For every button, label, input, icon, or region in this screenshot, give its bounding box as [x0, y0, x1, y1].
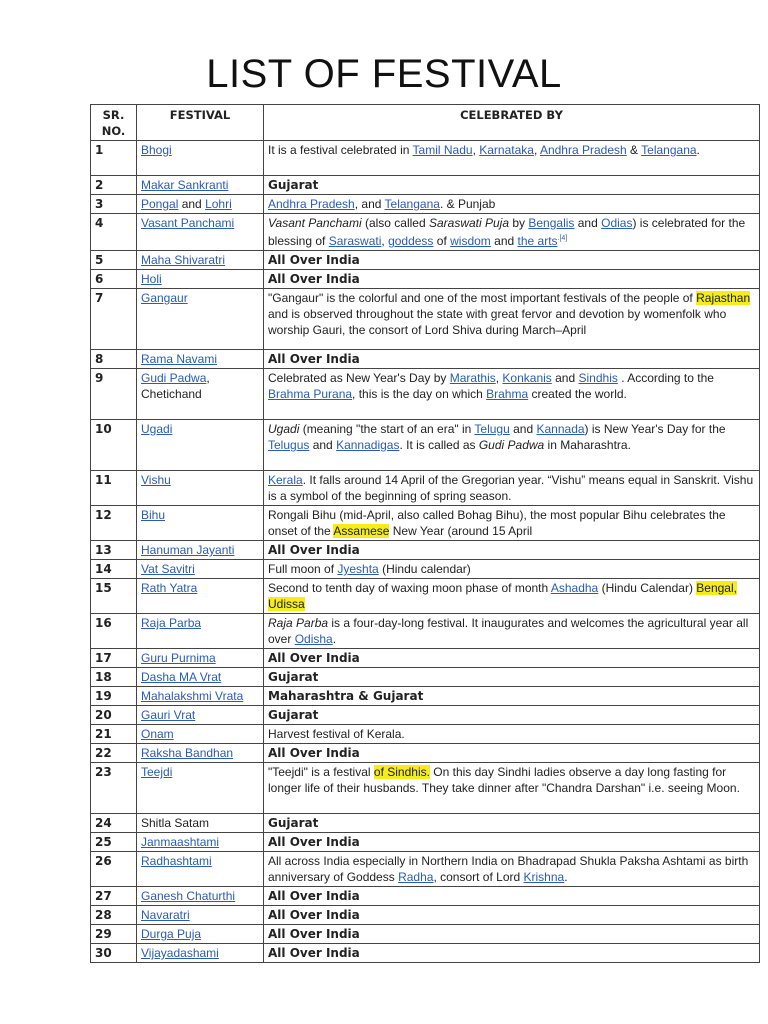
cell-link[interactable]: Konkanis — [502, 371, 552, 385]
table-row — [91, 614, 760, 649]
table-row — [91, 944, 760, 963]
cell-text: and — [574, 216, 602, 230]
celebrated-by-cell: Gujarat — [264, 706, 760, 725]
cell-text: . — [696, 143, 700, 157]
cell-text: Vasant Panchami — [268, 216, 362, 230]
sr-no-cell: 19 — [91, 687, 137, 706]
table-row — [91, 251, 760, 270]
cell-text: & — [626, 143, 642, 157]
cell-text: and — [509, 422, 537, 436]
celebrated-by-cell — [264, 141, 760, 176]
sr-no-cell: 30 — [91, 944, 137, 963]
sr-no-cell: 8 — [91, 350, 137, 369]
festival-cell — [137, 944, 264, 963]
festival-name[interactable]: Janmaashtami — [141, 835, 220, 849]
cell-text: . It falls around 14 April of the Gregorian year. “Vishu” means equal in Sanskrit. Vishu is a symbol of the beginning of spring season. — [268, 473, 754, 503]
cell-text: and — [490, 234, 518, 248]
celebrated-by-cell: All Over India — [264, 944, 760, 963]
cell-link[interactable]: Telugu — [474, 422, 510, 436]
festival-name[interactable]: Rath Yatra — [141, 581, 198, 595]
cell-text: . According to the — [617, 371, 714, 385]
celebrated-by-cell: All Over India — [264, 270, 760, 289]
cell-text: It is a festival celebrated in — [268, 143, 413, 157]
festival-cell — [137, 763, 264, 814]
festival-name[interactable]: Bihu — [141, 508, 166, 522]
celebrated-by-cell: Gujarat — [264, 668, 760, 687]
cell-text: .[4] — [557, 235, 568, 242]
sr-no-cell: 14 — [91, 560, 137, 579]
festival-cell — [137, 887, 264, 906]
festival-name[interactable]: Radhashtami — [141, 854, 212, 868]
cell-text: On this day Sindhi ladies observe a day long fasting for longer life of their husbands. They take dinner after "Chandra Darshan" i.e. seeing Moon. — [268, 765, 740, 795]
sr-no-cell: 20 — [91, 706, 137, 725]
sr-no-cell: 9 — [91, 369, 137, 420]
cell-link[interactable]: the arts — [517, 234, 558, 248]
cell-text: "Teejdi" is a festival — [268, 765, 374, 779]
header-sr-no: SR. NO. — [91, 105, 137, 141]
table-row — [91, 471, 760, 506]
celebrated-by-cell: All Over India — [264, 925, 760, 944]
festival-name[interactable]: Raksha Bandhan — [141, 746, 234, 760]
festival-cell — [137, 668, 264, 687]
celebrated-by-cell: All Over India — [264, 906, 760, 925]
cell-link[interactable]: Telangana — [384, 197, 440, 211]
cell-text: , and — [354, 197, 385, 211]
festival-cell — [137, 833, 264, 852]
celebrated-by-cell — [264, 560, 760, 579]
sr-no-cell: 5 — [91, 251, 137, 270]
cell-text: and — [309, 438, 337, 452]
festival-name[interactable]: Gauri Vrat — [141, 708, 196, 722]
table-row — [91, 906, 760, 925]
cell-link[interactable]: Kannadigas — [336, 438, 400, 452]
cell-text: . — [564, 870, 568, 884]
cell-link[interactable]: Sindhis — [578, 371, 618, 385]
cell-text: . & Punjab — [439, 197, 496, 211]
table-row — [91, 506, 760, 541]
festival-name[interactable]: Rama Navami — [141, 352, 218, 366]
celebrated-by-cell — [264, 852, 760, 887]
celebrated-by-cell: Gujarat — [264, 176, 760, 195]
festival-name[interactable]: Durga Puja — [141, 927, 202, 941]
cell-text: created the world. — [528, 387, 627, 401]
table-row — [91, 814, 760, 833]
festival-cell — [137, 270, 264, 289]
sr-no-cell: 1 — [91, 141, 137, 176]
highlighted-text: of Sindhis. — [373, 765, 430, 779]
festival-cell — [137, 420, 264, 471]
sr-no-cell: 10 — [91, 420, 137, 471]
table-row — [91, 350, 760, 369]
cell-text: , this is the day on which — [352, 387, 487, 401]
cell-link[interactable]: Brahma Purana — [268, 387, 353, 401]
cell-text: Rongali Bihu (mid-April, also called Bohag Bihu), the most popular Bihu celebrates the onset of the — [268, 508, 726, 538]
festival-cell — [137, 725, 264, 744]
cell-text: (meaning "the start of an era" in — [299, 422, 475, 436]
celebrated-by-cell — [264, 614, 760, 649]
cell-link[interactable]: Lohri — [205, 197, 232, 211]
sr-no-cell: 6 — [91, 270, 137, 289]
celebrated-by-cell: Gujarat — [264, 814, 760, 833]
festival-name[interactable]: Holi — [141, 272, 162, 286]
festival-name[interactable]: Guru Purnima — [141, 651, 216, 665]
table-row — [91, 668, 760, 687]
festival-cell — [137, 350, 264, 369]
table-row — [91, 214, 760, 251]
cell-link[interactable]: Andhra Pradesh — [539, 143, 627, 157]
cell-link[interactable]: wisdom — [450, 234, 491, 248]
cell-text: . It is called as — [399, 438, 479, 452]
table-row — [91, 744, 760, 763]
highlighted-text: Assamese — [333, 524, 390, 538]
sr-no-cell: 4 — [91, 214, 137, 251]
cell-text: and is observed throughout the state with great fervor and devotion by womenfolk who worship Gauri, the consort of Lord Shiva during March–April — [268, 307, 727, 337]
festival-cell — [137, 289, 264, 350]
festival-table — [90, 104, 760, 963]
sr-no-cell: 16 — [91, 614, 137, 649]
cell-link[interactable]: Radha — [398, 870, 434, 884]
sr-no-cell: 29 — [91, 925, 137, 944]
table-header-row — [91, 105, 760, 141]
sr-no-cell: 26 — [91, 852, 137, 887]
celebrated-by-cell — [264, 420, 760, 471]
table-body — [91, 141, 760, 963]
festival-name[interactable]: Hanuman Jayanti — [141, 543, 235, 557]
cell-text: (Hindu Calendar) — [598, 581, 697, 595]
cell-text: , — [472, 143, 480, 157]
cell-link[interactable]: Andhra Pradesh — [268, 197, 355, 211]
cell-text: and — [551, 371, 579, 385]
celebrated-by-cell — [264, 289, 760, 350]
celebrated-by-cell — [264, 506, 760, 541]
cell-text: , — [381, 234, 389, 248]
cell-text: (also called — [361, 216, 429, 230]
table-row — [91, 141, 760, 176]
sr-no-cell: 12 — [91, 506, 137, 541]
festival-name[interactable]: Vat Savitri — [141, 562, 195, 576]
sr-no-cell: 23 — [91, 763, 137, 814]
festival-name[interactable]: Vishu — [141, 473, 171, 487]
cell-link[interactable]: Pongal — [141, 197, 179, 211]
festival-name[interactable]: Mahalakshmi Vrata — [141, 689, 244, 703]
cell-text: ) is celebrated for the blessing of — [268, 216, 746, 248]
cell-link[interactable]: Jyeshta — [337, 562, 379, 576]
sr-no-cell: 18 — [91, 668, 137, 687]
cell-link[interactable]: Tamil Nadu — [412, 143, 473, 157]
cell-link[interactable]: Kannada — [536, 422, 585, 436]
festival-cell — [137, 251, 264, 270]
celebrated-by-cell — [264, 763, 760, 814]
celebrated-by-cell: All Over India — [264, 649, 760, 668]
festival-cell — [137, 649, 264, 668]
celebrated-by-cell: All Over India — [264, 833, 760, 852]
cell-text: of — [433, 234, 451, 248]
cell-text: and — [178, 197, 206, 211]
festival-name[interactable]: Maha Shivaratri — [141, 253, 226, 267]
table-row — [91, 833, 760, 852]
festival-cell — [137, 614, 264, 649]
cell-link[interactable]: Gudi Padwa — [141, 371, 207, 385]
cell-link[interactable]: Karnataka — [479, 143, 534, 157]
celebrated-by-cell — [264, 214, 760, 251]
table-row — [91, 925, 760, 944]
header-festival: FESTIVAL — [137, 105, 264, 141]
cell-text: by — [509, 216, 529, 230]
table-row — [91, 369, 760, 420]
festival-cell — [137, 369, 264, 420]
festival-name[interactable]: Navaratri — [141, 908, 190, 922]
festival-cell — [137, 176, 264, 195]
sr-no-cell: 21 — [91, 725, 137, 744]
cell-text: ) is New Year's Day for the — [584, 422, 726, 436]
celebrated-by-cell: All Over India — [264, 251, 760, 270]
page-title: LIST OF FESTIVAL — [206, 52, 562, 96]
festival-cell — [137, 195, 264, 214]
cell-text: Gudi Padwa — [478, 438, 545, 452]
cell-link[interactable]: goddess — [388, 234, 434, 248]
celebrated-by-cell: Maharashtra & Gujarat — [264, 687, 760, 706]
sr-no-cell: 15 — [91, 579, 137, 614]
festival-name[interactable]: Ganesh Chaturthi — [141, 889, 236, 903]
festival-cell — [137, 541, 264, 560]
festival-cell — [137, 706, 264, 725]
cell-text: is a four-day-long festival. It inaugurates and welcomes the agricultural year all over — [268, 616, 749, 646]
table-row — [91, 541, 760, 560]
festival-name: Shitla Satam — [141, 816, 210, 830]
cell-link[interactable]: Brahma — [486, 387, 529, 401]
cell-text: in Maharashtra. — [544, 438, 631, 452]
table-row — [91, 887, 760, 906]
cell-link[interactable]: Bengalis — [528, 216, 575, 230]
festival-cell — [137, 579, 264, 614]
celebrated-by-cell: All Over India — [264, 350, 760, 369]
festival-name[interactable]: Onam — [141, 727, 174, 741]
celebrated-by-cell: All Over India — [264, 887, 760, 906]
table-row — [91, 706, 760, 725]
festival-name[interactable]: Gangaur — [141, 291, 188, 305]
cell-text: , — [533, 143, 540, 157]
sr-no-cell: 25 — [91, 833, 137, 852]
celebrated-by-cell — [264, 195, 760, 214]
cell-text: "Gangaur" is the colorful and one of the most important festivals of the people of — [268, 291, 697, 305]
sr-no-cell: 17 — [91, 649, 137, 668]
celebrated-by-cell — [264, 579, 760, 614]
cell-text: Saraswati Puja — [428, 216, 510, 230]
highlighted-text: Rajasthan — [696, 291, 751, 305]
cell-text: Ugadi — [268, 422, 300, 436]
table-row — [91, 420, 760, 471]
festival-cell — [137, 471, 264, 506]
festival-name[interactable]: Bhogi — [141, 143, 172, 157]
celebrated-by-cell — [264, 369, 760, 420]
sr-no-cell: 11 — [91, 471, 137, 506]
cell-link[interactable]: Saraswati — [328, 234, 382, 248]
table-row — [91, 289, 760, 350]
cell-text: Full moon of — [268, 562, 338, 576]
cell-text: . — [332, 632, 337, 646]
cell-text: , — [495, 371, 503, 385]
highlighted-text: Bengal, Udissa — [268, 581, 737, 611]
festival-name[interactable]: Vasant Panchami — [141, 216, 235, 230]
festival-cell — [137, 214, 264, 251]
festival-name[interactable]: Ugadi — [141, 422, 173, 436]
cell-text: , consort of Lord — [433, 870, 524, 884]
sr-no-cell: 22 — [91, 744, 137, 763]
cell-text: All across India especially in Northern India on Bhadrapad Shukla Paksha Ashtami as birth anniversary of Goddess — [268, 854, 749, 884]
festival-cell — [137, 814, 264, 833]
table-row — [91, 649, 760, 668]
festival-name[interactable]: Teejdi — [141, 765, 173, 779]
festival-cell — [137, 906, 264, 925]
cell-text: Celebrated as New Year's Day by — [268, 371, 450, 385]
sr-no-cell: 3 — [91, 195, 137, 214]
table-row — [91, 579, 760, 614]
cell-text: Second to tenth day of waxing moon phase of month — [268, 581, 551, 595]
table-row — [91, 560, 760, 579]
table-row — [91, 725, 760, 744]
cell-link[interactable]: Krishna — [523, 870, 565, 884]
cell-link[interactable]: Telangana — [641, 143, 697, 157]
festival-cell — [137, 506, 264, 541]
cell-link[interactable]: Ashadha — [550, 581, 599, 595]
cell-text: Harvest festival of Kerala. — [268, 727, 405, 741]
cell-text: New Year (around 15 April — [389, 524, 533, 538]
cell-link[interactable]: Odias — [601, 216, 633, 230]
sr-no-cell: 24 — [91, 814, 137, 833]
sr-no-cell: 27 — [91, 887, 137, 906]
cell-text: (Hindu calendar) — [378, 562, 471, 576]
festival-cell — [137, 687, 264, 706]
sr-no-cell: 2 — [91, 176, 137, 195]
festival-name[interactable]: Vijayadashami — [141, 946, 219, 960]
cell-link[interactable]: Telugus — [268, 438, 310, 452]
festival-name[interactable]: Dasha MA Vrat — [141, 670, 222, 684]
header-celebrated-by: CELEBRATED BY — [264, 105, 760, 141]
festival-cell — [137, 141, 264, 176]
sr-no-cell: 7 — [91, 289, 137, 350]
table-row — [91, 195, 760, 214]
sr-no-cell: 13 — [91, 541, 137, 560]
cell-text: , Chetichand — [141, 371, 210, 401]
table-row — [91, 687, 760, 706]
festival-cell — [137, 560, 264, 579]
table-row — [91, 270, 760, 289]
festival-name[interactable]: Raja Parba — [141, 616, 202, 630]
celebrated-by-cell: All Over India — [264, 744, 760, 763]
cell-link[interactable]: Marathis — [449, 371, 496, 385]
festival-cell — [137, 852, 264, 887]
cell-text: Raja Parba — [268, 616, 329, 630]
table-row — [91, 176, 760, 195]
table-row — [91, 763, 760, 814]
cell-link[interactable]: Odisha — [294, 632, 333, 646]
festival-cell — [137, 744, 264, 763]
table-row — [91, 852, 760, 887]
celebrated-by-cell — [264, 725, 760, 744]
sr-no-cell: 28 — [91, 906, 137, 925]
festival-name[interactable]: Makar Sankranti — [141, 178, 229, 192]
celebrated-by-cell — [264, 471, 760, 506]
festival-cell — [137, 925, 264, 944]
cell-link[interactable]: Kerala — [268, 473, 303, 487]
celebrated-by-cell: All Over India — [264, 541, 760, 560]
